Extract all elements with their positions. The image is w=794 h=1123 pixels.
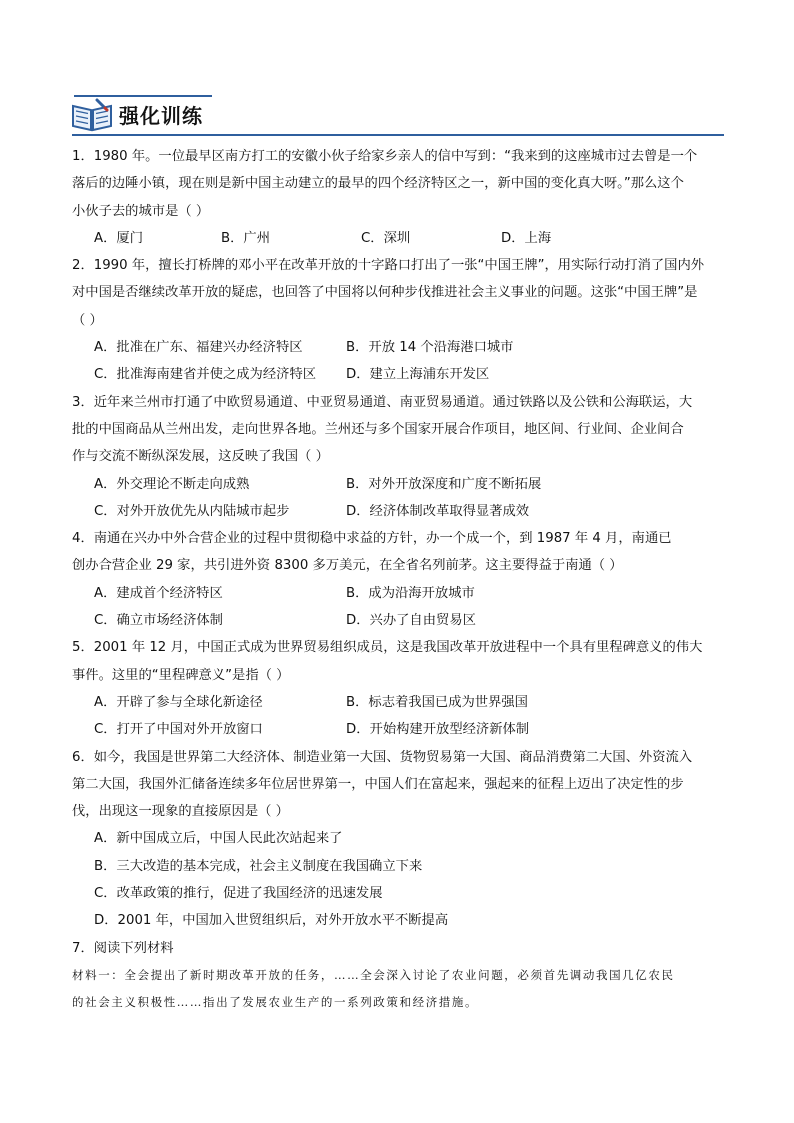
material-text-line: 的社会主义积极性……指出了发展农业生产的一系列政策和经济措施。 — [72, 995, 479, 1010]
question-3 — [72, 389, 724, 525]
question-2 — [72, 252, 724, 388]
option-b[interactable]: B．对外开放深度和广度不断拓展 — [346, 476, 542, 492]
question-stem-line: 4．南通在兴办中外合营企业的过程中贯彻稳中求益的方针，办一个成一个，到 1987 年 4 月，南通已 — [72, 531, 672, 547]
question-stem-line: 批的中国商品从兰州出发，走向世界各地。兰州还与多个国家开展合作项目，地区间、行业间、企业间合 — [72, 421, 684, 437]
question-6 — [72, 744, 724, 935]
answer-options — [72, 716, 724, 743]
answer-options — [72, 498, 724, 525]
answer-options — [72, 607, 724, 634]
option-a[interactable]: A．厦门 — [94, 230, 143, 246]
question-stem-line: 对中国是否继续改革开放的疑虑，也回答了中国将以何种步伐推进社会主义事业的问题。这张“中国王牌”是 — [72, 285, 698, 301]
question-stem-line: 创办合营企业 29 家，共引进外资 8300 多万美元，在全省名列前茅。这主要得益于南通（ ） — [72, 558, 623, 574]
option-a[interactable]: A．外交理论不断走向成熟 — [94, 476, 250, 492]
option-d[interactable]: D．上海 — [501, 230, 552, 246]
question-stem-line: 3．近年来兰州市打通了中欧贸易通道、中亚贸易通道、南亚贸易通道。通过铁路以及公铁和公海联运，大 — [72, 394, 693, 410]
header-accent-line — [74, 95, 212, 97]
option-b[interactable]: B．成为沿海开放城市 — [346, 585, 475, 601]
option-a[interactable]: A．批准在广东、福建兴办经济特区 — [94, 340, 303, 356]
question-7 — [72, 935, 724, 1017]
option-c[interactable]: C．打开了中国对外开放窗口 — [94, 722, 263, 738]
option-c[interactable]: C．对外开放优先从内陆城市起步 — [94, 503, 290, 519]
option-c[interactable]: C．深圳 — [361, 230, 411, 246]
option-a[interactable]: A．开辟了参与全球化新途径 — [94, 694, 263, 710]
option-b[interactable]: B．三大改造的基本完成，社会主义制度在我国确立下来 — [94, 858, 423, 874]
header-divider — [72, 134, 724, 136]
question-5 — [72, 634, 724, 743]
section-title: 强化训练 — [119, 104, 203, 128]
question-stem-line: 2．1990 年，擅长打桥牌的邓小平在改革开放的十字路口打出了一张“中国王牌”，用实际行动打消了国内外 — [72, 258, 705, 274]
option-c[interactable]: C．批准海南建省并使之成为经济特区 — [94, 367, 317, 383]
question-stem-line: 5．2001 年 12 月，中国正式成为世界贸易组织成员，这是我国改革开放进程中一个具有里程碑意义的伟大 — [72, 640, 703, 656]
question-stem-line: 6．如今，我国是世界第二大经济体、制造业第一大国、货物贸易第一大国、商品消费第二大国、外资流入 — [72, 749, 693, 765]
question-list — [72, 143, 724, 1017]
answer-options — [72, 361, 724, 388]
option-a[interactable]: A．建成首个经济特区 — [94, 585, 223, 601]
answer-options — [72, 334, 724, 361]
question-stem-line: 小伙子去的城市是（ ） — [72, 203, 210, 219]
open-book-icon — [70, 98, 114, 132]
option-b[interactable]: B．广州 — [221, 230, 271, 246]
question-stem-line: 伐，出现这一现象的直接原因是（ ） — [72, 804, 289, 820]
question-1 — [72, 143, 724, 252]
option-c[interactable]: C．确立市场经济体制 — [94, 613, 223, 629]
option-a[interactable]: A．新中国成立后，中国人民此次站起来了 — [94, 831, 343, 847]
question-stem-line: 作与交流不断纵深发展，这反映了我国（ ） — [72, 449, 329, 465]
answer-options — [72, 580, 724, 607]
question-stem-line: 1．1980 年。一位最早区南方打工的安徽小伙子给家乡亲人的信中写到：“我来到的这座城市过去曾是一个 — [72, 149, 698, 164]
option-d[interactable]: D．开始构建开放型经济新体制 — [346, 722, 530, 738]
option-b[interactable]: B．开放 14 个沿海港口城市 — [346, 340, 514, 356]
question-stem-line: 事件。这里的“里程碑意义”是指（ ） — [72, 667, 290, 683]
option-c[interactable]: C．改革政策的推行，促进了我国经济的迅速发展 — [94, 886, 383, 902]
option-d[interactable]: D．建立上海浦东开发区 — [346, 367, 490, 383]
question-stem-line: 第二大国，我国外汇储备连续多年位居世界第一，中国人们在富起来，强起来的征程上迈出了决定性的步 — [72, 776, 684, 792]
option-d[interactable]: D．2001 年，中国加入世贸组织后，对外开放水平不断提高 — [94, 913, 449, 929]
option-d[interactable]: D．经济体制改革取得显著成效 — [346, 503, 530, 519]
answer-options — [72, 471, 724, 498]
option-b[interactable]: B．标志着我国已成为世界强国 — [346, 694, 528, 710]
question-4 — [72, 525, 724, 634]
question-stem-line: 7．阅读下列材料 — [72, 940, 174, 956]
answer-options — [72, 689, 724, 716]
question-stem-line: （ ） — [72, 312, 103, 328]
answer-options — [72, 225, 724, 252]
option-d[interactable]: D．兴办了自由贸易区 — [346, 613, 476, 629]
material-text-line: 材料一：全会提出了新时期改革开放的任务，……全会深入讨论了农业问题，必须首先调动我国几亿农民 — [72, 967, 675, 982]
question-stem-line: 落后的边陲小镇，现在则是新中国主动建立的最早的四个经济特区之一，新中国的变化真大呀。”那么这个 — [72, 176, 684, 192]
